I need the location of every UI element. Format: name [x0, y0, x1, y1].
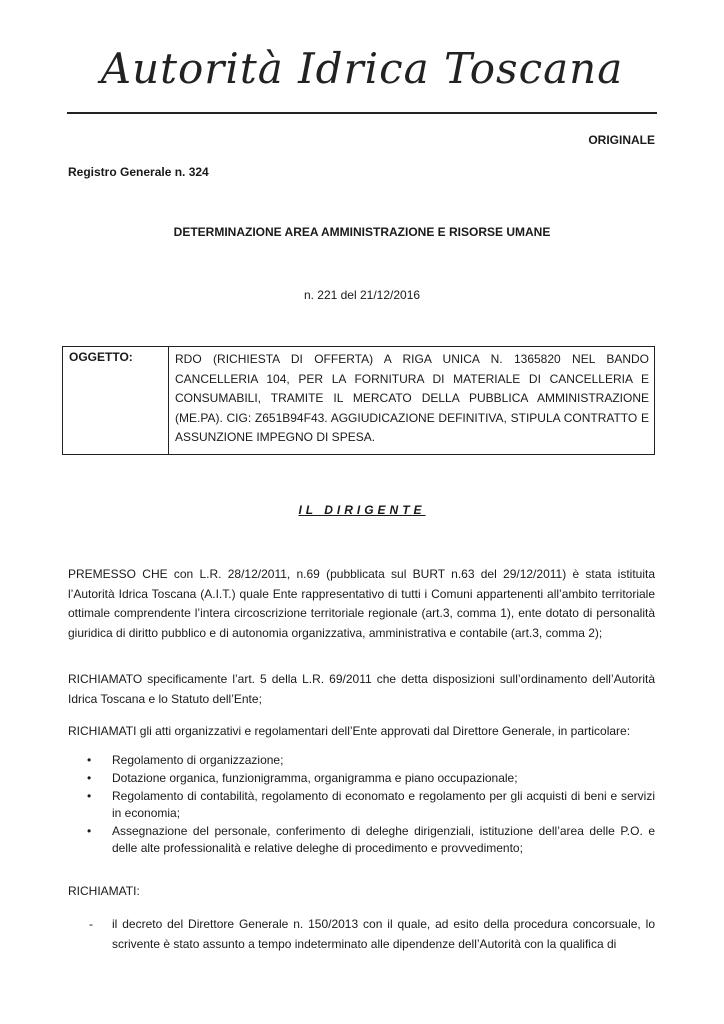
list-item: • Regolamento di contabilità, regolamento di economato e regolamento per gli acquisti di beni e servizi in economia; [87, 789, 655, 820]
list-item: • Assegnazione del personale, conferimento di deleghe dirigenziali, istituzione dell’area delle P.O. e delle alte professionalità e relative deleghe di procedimento e provvedimento; [87, 824, 655, 855]
dash-list-item [68, 915, 655, 954]
bullet-icon: • [87, 789, 92, 803]
oggetto-label: OGGETTO: [69, 350, 133, 364]
paragraph-richiamati-atti: RICHIAMATI gli atti organizzativi e regolamentari dell’Ente approvati dal Direttore Generale, in particolare: [68, 724, 631, 738]
dash-item-text: il decreto del Direttore Generale n. 150/2013 con il quale, ad esito della procedura concorsuale, lo scrivente è stato assunto a tempo indeterminato alle dipendenze dell’Autorità con la qualifica di [112, 917, 655, 951]
list-item: • Dotazione organica, funzionigramma, organigramma e piano occupazionale; [87, 771, 518, 785]
regolamenti-list [68, 752, 655, 858]
determinazione-title: DETERMINAZIONE AREA AMMINISTRAZIONE E RISORSE UMANE [173, 225, 551, 239]
dirigente-heading: IL DIRIGENTE [298, 503, 426, 517]
status-label: ORIGINALE [588, 133, 655, 147]
bullet-icon: • [87, 753, 92, 767]
registro-generale: Registro Generale n. 324 [68, 165, 209, 179]
bullet-icon: • [87, 824, 92, 838]
oggetto-table [62, 346, 655, 455]
oggetto-text: RDO (RICHIESTA DI OFFERTA) A RIGA UNICA N. 1365820 NEL BANDO CANCELLERIA 104, PER LA FORNITURA DI MATERIALE DI CANCELLERIA E CONSUMABILI, TRAMITE IL MERCATO DELLA PUBBLICA AMMINISTRAZIONE (ME.PA). CIG: Z651B94F43. AGGIUDICAZIONE DEFINITIVA, STIPULA CONTRATTO E ASSUNZIONE IMPEGNO DI SPESA. [175, 352, 649, 444]
paragraph-premesso: PREMESSO CHE con L.R. 28/12/2011, n.69 (pubblicata sul BURT n.63 del 29/12/2011) è stata istituita l’Autorità Idrica Toscana (A.I.T.) quale Ente rappresentativo di tutti i Comuni appartenenti all’ambito territoriale ottimale comprendente l’intera circoscrizione territoriale regionale (art.3, comma 1), ente dotato di personalità giuridica di diritto pubblico e di autonomia organizzativa, amministrativa e contabile (art.3, comma 2); [68, 567, 655, 640]
paragraph-richiamati: RICHIAMATI: [68, 884, 140, 898]
header-divider [67, 112, 657, 114]
determinazione-number: n. 221 del 21/12/2016 [303, 288, 421, 302]
oggetto-column-divider [168, 347, 169, 454]
dash-marker: - [89, 917, 93, 931]
list-item: • Regolamento di organizzazione; [87, 753, 284, 767]
bullet-icon: • [87, 771, 92, 785]
paragraph-richiamato: RICHIAMATO specificamente l’art. 5 della L.R. 69/2011 che detta disposizioni sull’ordinamento dell’Autorità Idrica Toscana e lo Statuto dell’Ente; [68, 672, 655, 706]
logo-wordmark: Autorità Idrica Toscana [100, 44, 624, 93]
